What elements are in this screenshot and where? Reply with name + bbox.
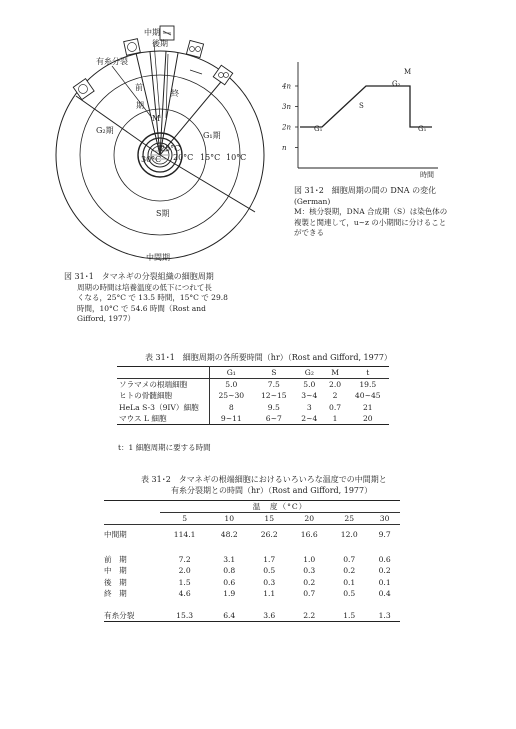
table2-cell: 15.3 bbox=[176, 611, 194, 621]
table-row bbox=[117, 413, 389, 425]
label-g2: G₂期 bbox=[96, 126, 114, 135]
label-g1: G₁期 bbox=[203, 131, 221, 140]
table1-title: 表 31･1 細胞周期の各所要時間（hr）（Rost and Gifford, 1977） bbox=[145, 353, 392, 362]
table2-cell: 16.6 bbox=[300, 529, 318, 539]
fig2-caption-line: M：核分裂期，DNA 合成期（S）は染色体の bbox=[294, 207, 448, 217]
table1-cell: 1 bbox=[332, 413, 338, 423]
table2 bbox=[104, 500, 400, 622]
table1-footnote: t：1 細胞周期に要する時間 bbox=[118, 443, 211, 452]
cell-icon-2 bbox=[124, 39, 141, 56]
table2-cell: 0.2 bbox=[378, 566, 391, 576]
cell-cycle-diagram bbox=[40, 20, 270, 270]
table1-cell: 8 bbox=[228, 402, 234, 412]
table2-temp-cell: 25 bbox=[344, 514, 355, 524]
table2-row-label: 中間期 bbox=[104, 529, 127, 539]
table2-cell: 0.7 bbox=[343, 555, 356, 565]
table1-header-cell bbox=[117, 367, 210, 379]
fig1-caption-line: くなる，25°C で 13.5 時間，15°C で 29.8 bbox=[77, 293, 228, 303]
table2-row-label: 後 期 bbox=[104, 577, 127, 587]
fig2-caption-title: 図 31･2 細胞周期の間の DNA の変化 bbox=[294, 186, 437, 195]
table1-cell: 2~4 bbox=[301, 413, 318, 423]
table1-header-cell: G₂ bbox=[304, 368, 314, 378]
temp-10: 10°C bbox=[226, 153, 247, 162]
table1-header-row bbox=[117, 367, 389, 379]
table1-cell: 40~45 bbox=[354, 391, 381, 401]
label-interphase: 中間期 bbox=[146, 253, 170, 262]
fig1-caption-line: 周期の時間は培養温度の低下につれて長 bbox=[77, 282, 212, 292]
table1-cell: 20 bbox=[362, 413, 373, 423]
table2-cell: 0.5 bbox=[263, 566, 276, 576]
label-telophase: 終 bbox=[171, 89, 179, 98]
table2-cell: 1.1 bbox=[263, 588, 276, 598]
cell-icon-5 bbox=[213, 65, 232, 84]
table2-cell: 9.7 bbox=[378, 529, 391, 539]
table2-cell: 1.7 bbox=[263, 555, 276, 565]
table-row bbox=[117, 402, 389, 413]
temp-30: 30°C bbox=[141, 155, 162, 164]
table-row bbox=[117, 390, 389, 401]
table1-cell: 6~7 bbox=[265, 413, 282, 423]
y-tick-label: 3n bbox=[282, 103, 291, 111]
table2-cell: 0.2 bbox=[343, 566, 356, 576]
label-period: 期 bbox=[136, 101, 144, 110]
table1-cell: 2 bbox=[332, 391, 338, 401]
point-label-m: M bbox=[404, 68, 412, 76]
table2-cell: 3.6 bbox=[263, 611, 276, 621]
table1-header-cell: M bbox=[331, 368, 339, 378]
table2-cell: 0.5 bbox=[343, 588, 356, 598]
table2-cell: 3.1 bbox=[223, 555, 236, 565]
table2-title bbox=[141, 474, 387, 496]
table1-cell: 3~4 bbox=[301, 391, 318, 401]
point-label-s: S bbox=[359, 102, 364, 110]
table2-cell: 12.0 bbox=[340, 529, 358, 539]
table1-cell: 5.0 bbox=[225, 380, 238, 390]
table2-cell: 0.6 bbox=[378, 555, 391, 565]
y-tick-label: 4n bbox=[282, 82, 291, 91]
table1-cell: 12~15 bbox=[260, 391, 287, 401]
table2-cell: 0.1 bbox=[378, 577, 391, 587]
point-label-g2: G₂ bbox=[392, 80, 401, 88]
table2-cell: 1.5 bbox=[178, 577, 191, 587]
cell-icon-4 bbox=[186, 40, 203, 57]
table1-cell: 2.0 bbox=[329, 380, 342, 390]
table2-cell: 0.3 bbox=[303, 566, 316, 576]
label-m: M bbox=[152, 114, 161, 123]
table2-cell: 2.0 bbox=[178, 566, 191, 576]
table1-row-label: ヒトの骨髄細胞 bbox=[117, 390, 210, 401]
table2-cell: 0.2 bbox=[303, 577, 316, 587]
table2-cell: 0.7 bbox=[303, 588, 316, 598]
dna-series-line bbox=[300, 86, 432, 127]
table1-cell: 25~30 bbox=[218, 391, 245, 401]
table-row bbox=[104, 588, 400, 599]
fig1-caption bbox=[64, 272, 264, 325]
table1-header-cell: t bbox=[366, 368, 370, 378]
fig1-caption-line: 時間，10°C で 54.6 時間（Rost and bbox=[77, 303, 206, 313]
table2-group-header-row bbox=[104, 501, 400, 513]
table2-cell: 0.1 bbox=[343, 577, 356, 587]
table1-cell: 5.0 bbox=[303, 380, 316, 390]
table2-temp-row bbox=[104, 513, 400, 525]
table-row bbox=[104, 525, 400, 543]
table2-cell: 114.1 bbox=[173, 529, 196, 539]
table-row bbox=[104, 554, 400, 565]
x-axis-label: 時間 bbox=[420, 171, 434, 179]
fig2-caption-line: (German) bbox=[294, 196, 331, 206]
table2-cell: 4.6 bbox=[178, 588, 191, 598]
table2-temp-cell: 15 bbox=[264, 514, 275, 524]
table2-row-label: 有糸分裂 bbox=[104, 611, 135, 621]
table2-cell: 0.3 bbox=[263, 577, 276, 587]
table2-row-label: 終 期 bbox=[104, 588, 127, 598]
table2-cell: 7.2 bbox=[178, 555, 191, 565]
label-metaphase: 中期 bbox=[144, 28, 160, 37]
fig1-caption-title: 図 31･1 タマネギの分裂組織の細胞周期 bbox=[64, 272, 214, 281]
table2-cell: 0.6 bbox=[223, 577, 236, 587]
temp-25: 25°C bbox=[160, 144, 181, 153]
table1-cell: 19.5 bbox=[359, 380, 377, 390]
boundary-g1-g2 bbox=[76, 96, 160, 155]
table2-cell: 0.4 bbox=[378, 588, 391, 598]
table2-temp-cell: 20 bbox=[304, 514, 315, 524]
label-anaphase: 後期 bbox=[152, 39, 168, 48]
label-prophase: 前 bbox=[135, 83, 143, 92]
label-mitosis: 有糸分裂 bbox=[96, 57, 128, 66]
table2-cell: 1.0 bbox=[303, 555, 316, 565]
table1-cell: 9~11 bbox=[220, 413, 242, 423]
dna-content-chart bbox=[282, 62, 442, 180]
table2-cell: 0.8 bbox=[223, 566, 236, 576]
temp-20: 20°C bbox=[173, 153, 194, 162]
table-row bbox=[104, 576, 400, 587]
table1-row-label: マウス L 細胞 bbox=[117, 413, 210, 425]
table2-title-line: 有糸分裂期との時間（hr）（Rost and Gifford, 1977） bbox=[171, 486, 373, 495]
label-s: S期 bbox=[156, 209, 170, 218]
table2-cell: 48.2 bbox=[220, 529, 238, 539]
boundary-s-g1 bbox=[160, 155, 255, 212]
table2-row-label: 中 期 bbox=[104, 566, 127, 576]
table1-cell: 3 bbox=[306, 402, 312, 412]
table2-cell: 26.2 bbox=[260, 529, 278, 539]
fig2-caption-line: ができる bbox=[294, 228, 324, 238]
table1-row-label: ソラマメの根端細胞 bbox=[117, 379, 210, 391]
table1-row-label: HeLa S-3（9IV）細胞 bbox=[117, 402, 210, 413]
temp-15: 15°C bbox=[200, 153, 221, 162]
table2-cell: 1.5 bbox=[343, 611, 356, 621]
table2-cell: 6.4 bbox=[223, 611, 236, 621]
y-tick-label: 2n bbox=[282, 123, 291, 132]
table2-cell: 2.2 bbox=[303, 611, 316, 621]
table2-cell: 1.9 bbox=[223, 588, 236, 598]
table-row bbox=[104, 610, 400, 622]
table2-temp-cell: 5 bbox=[182, 514, 188, 524]
fig1-caption-line: Gifford, 1977） bbox=[77, 314, 135, 324]
table1-cell: 0.7 bbox=[329, 402, 342, 412]
table1-header-cell: G₁ bbox=[226, 368, 236, 378]
y-tick-label: n bbox=[282, 144, 287, 152]
table1-cell: 21 bbox=[362, 402, 373, 412]
table1-header-cell: S bbox=[271, 368, 277, 378]
table2-row-label: 前 期 bbox=[104, 555, 127, 565]
table-row bbox=[117, 379, 389, 391]
fig2-caption-line: 複製と関連して，u~z の小期間に分けること bbox=[294, 217, 447, 227]
table-row bbox=[104, 565, 400, 576]
table2-temp-cell: 10 bbox=[224, 514, 235, 524]
point-label-g1-2: G₁ bbox=[418, 125, 427, 133]
point-label-g1: G₁ bbox=[314, 125, 323, 133]
table1 bbox=[117, 366, 389, 425]
table1-cell: 7.5 bbox=[267, 380, 280, 390]
table2-cell: 1.3 bbox=[378, 611, 391, 621]
fig2-caption bbox=[294, 186, 504, 239]
table2-group-header: 温 度（°C） bbox=[160, 501, 400, 513]
table2-title-line: 表 31･2 タマネギの根端細胞におけるいろいろな温度での中間期と bbox=[141, 475, 387, 484]
table1-cell: 9.5 bbox=[267, 402, 280, 412]
table2-temp-cell: 30 bbox=[379, 514, 390, 524]
